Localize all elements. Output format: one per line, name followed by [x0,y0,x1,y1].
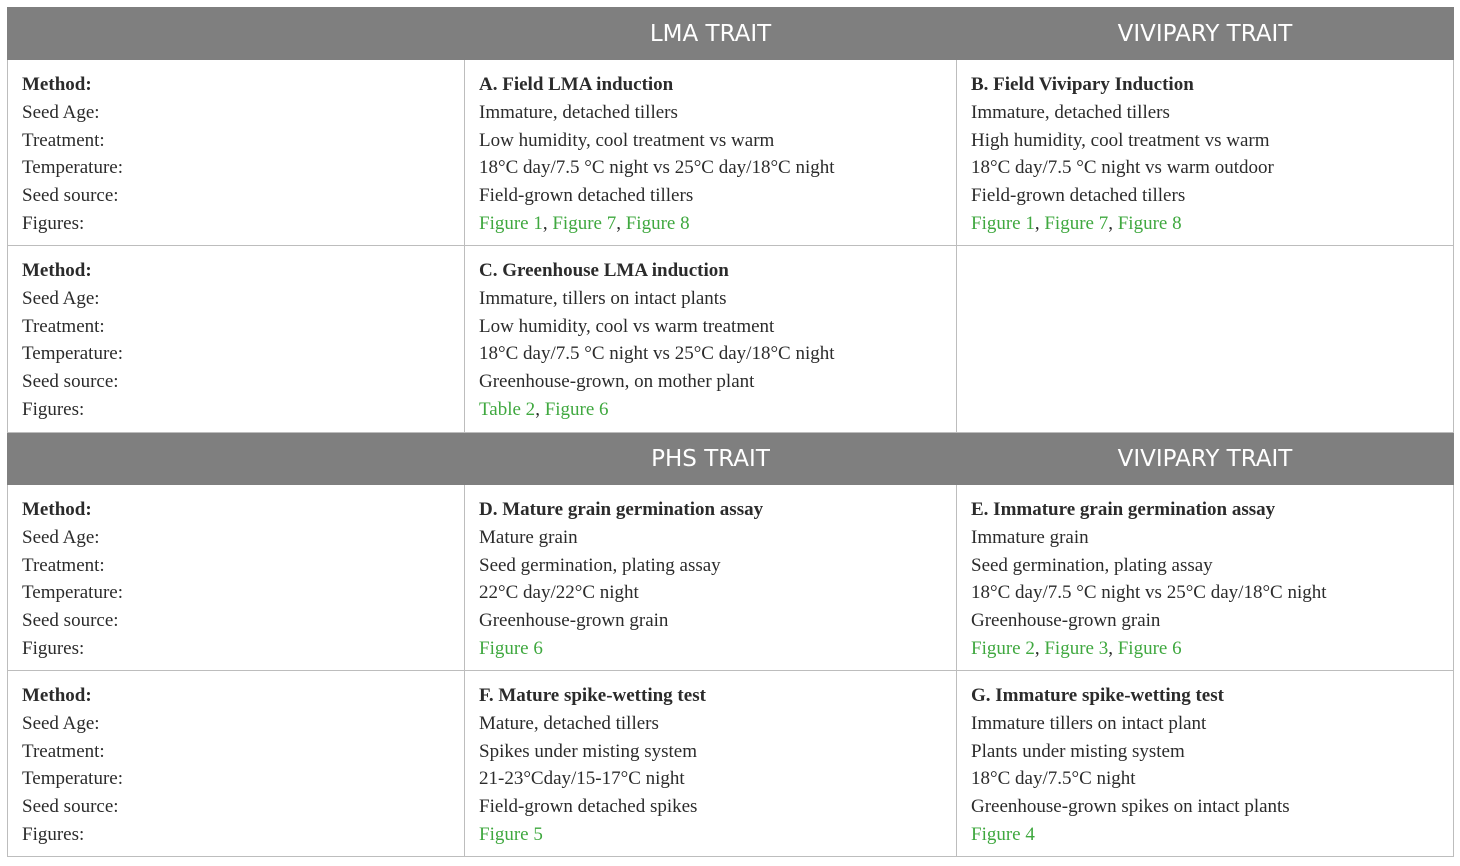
label-treatment: Treatment: [22,740,105,762]
header-lma-trait: LMA TRAIT [465,8,957,60]
value-treatment: Seed germination, plating assay [971,554,1213,576]
label-seed-source: Seed source: [22,610,119,632]
label-seed-age: Seed Age: [22,526,100,548]
value-method: G. Immature spike-wetting test [971,685,1224,706]
cell-g [957,671,1454,857]
separator: , [1108,637,1118,659]
value-seed-age: Immature grain [971,526,1089,548]
figure-links [971,635,1453,663]
figure-link[interactable]: Figure 4 [971,823,1035,845]
value-method: A. Field LMA induction [479,74,674,95]
value-seed-age: Immature tillers on intact plant [971,712,1207,734]
value-method: D. Mature grain germination assay [479,499,764,520]
value-method: C. Greenhouse LMA induction [479,260,729,281]
figure-link[interactable]: Figure 5 [479,823,543,845]
label-treatment: Treatment: [22,129,105,151]
header-vivipary-trait: VIVIPARY TRAIT [957,433,1454,485]
label-treatment: Treatment: [22,315,105,337]
value-temperature: 18°C day/7.5 °C night vs 25°C day/18°C night [479,157,835,179]
label-figures: Figures: [22,637,85,659]
figure-links [479,396,956,424]
table-row [8,246,1454,433]
label-method: Method: [22,685,92,706]
header-cell-empty [8,433,465,485]
value-method: E. Immature grain germination assay [971,499,1276,520]
label-method: Method: [22,260,92,281]
label-seed-source: Seed source: [22,796,119,818]
label-figures: Figures: [22,398,85,420]
value-seed-source: Field-grown detached spikes [479,796,698,818]
figure-link[interactable]: Figure 6 [479,637,543,659]
label-seed-age: Seed Age: [22,712,100,734]
value-method: F. Mature spike-wetting test [479,685,706,706]
figure-links [971,210,1453,238]
figure-link[interactable]: Figure 3 [1044,637,1109,659]
table-row [8,60,1454,246]
row-labels-cell [8,485,465,671]
value-seed-source: Greenhouse-grown grain [971,610,1161,632]
figure-link[interactable]: Figure 1 [479,212,543,234]
separator: , [1034,637,1045,659]
methods-table [7,7,1454,857]
value-treatment: High humidity, cool treatment vs warm [971,129,1270,151]
figure-link[interactable]: Figure 1 [971,212,1035,234]
figure-link[interactable]: Table 2 [479,398,536,420]
value-seed-age: Immature, detached tillers [971,101,1170,123]
label-temperature: Temperature: [22,768,124,790]
header-vivipary-trait: VIVIPARY TRAIT [957,8,1454,60]
value-seed-age: Immature, tillers on intact plants [479,287,727,309]
cell-d [465,485,957,671]
header-phs-trait: PHS TRAIT [465,433,957,485]
cell-c [465,246,957,433]
figure-links [479,821,956,849]
value-treatment: Low humidity, cool vs warm treatment [479,315,775,337]
value-treatment: Spikes under misting system [479,740,697,762]
label-treatment: Treatment: [22,554,105,576]
label-method: Method: [22,74,92,95]
value-temperature: 22°C day/22°C night [479,582,639,604]
row-labels-cell [8,671,465,857]
figure-link[interactable]: Figure 6 [1117,637,1182,659]
value-treatment: Plants under misting system [971,740,1185,762]
separator: , [535,398,545,420]
value-seed-age: Mature, detached tillers [479,712,659,734]
separator: , [1034,212,1045,234]
value-treatment: Seed germination, plating assay [479,554,721,576]
separator: , [542,212,553,234]
value-seed-source: Greenhouse-grown spikes on intact plants [971,796,1290,818]
label-seed-source: Seed source: [22,371,119,393]
label-method: Method: [22,499,92,520]
figure-link[interactable]: Figure 6 [544,398,609,420]
figure-links [479,210,956,238]
label-temperature: Temperature: [22,157,124,179]
figure-link[interactable]: Figure 8 [1117,212,1182,234]
label-temperature: Temperature: [22,343,124,365]
value-temperature: 18°C day/7.5 °C night vs 25°C day/18°C night [479,343,835,365]
value-temperature: 18°C day/7.5°C night [971,768,1136,790]
value-temperature: 18°C day/7.5 °C night vs 25°C day/18°C night [971,582,1327,604]
label-seed-source: Seed source: [22,185,119,207]
label-figures: Figures: [22,212,85,234]
value-temperature: 21-23°Cday/15-17°C night [479,768,685,790]
header-row-2 [8,433,1454,485]
value-treatment: Low humidity, cool treatment vs warm [479,129,775,151]
value-seed-age: Mature grain [479,526,578,548]
label-figures: Figures: [22,823,85,845]
separator: , [616,212,626,234]
value-seed-source: Greenhouse-grown, on mother plant [479,371,755,393]
value-seed-source: Greenhouse-grown grain [479,610,669,632]
value-seed-source: Field-grown detached tillers [971,185,1186,207]
figure-links [479,635,956,663]
figure-link[interactable]: Figure 7 [552,212,617,234]
cell-empty [957,246,1454,433]
figure-link[interactable]: Figure 2 [971,637,1035,659]
label-seed-age: Seed Age: [22,101,100,123]
value-seed-age: Immature, detached tillers [479,101,678,123]
header-row-1 [8,8,1454,60]
label-seed-age: Seed Age: [22,287,100,309]
row-labels-cell [8,246,465,433]
separator: , [1108,212,1118,234]
figure-link[interactable]: Figure 8 [625,212,690,234]
table-row [8,485,1454,671]
value-seed-source: Field-grown detached tillers [479,185,694,207]
cell-f [465,671,957,857]
cell-e [957,485,1454,671]
cell-a [465,60,957,246]
header-cell-empty [8,8,465,60]
row-labels-cell [8,60,465,246]
cell-b [957,60,1454,246]
label-temperature: Temperature: [22,582,124,604]
value-temperature: 18°C day/7.5 °C night vs warm outdoor [971,157,1274,179]
value-method: B. Field Vivipary Induction [971,74,1194,95]
figure-link[interactable]: Figure 7 [1044,212,1109,234]
figure-links [971,821,1453,849]
table-row [8,671,1454,857]
